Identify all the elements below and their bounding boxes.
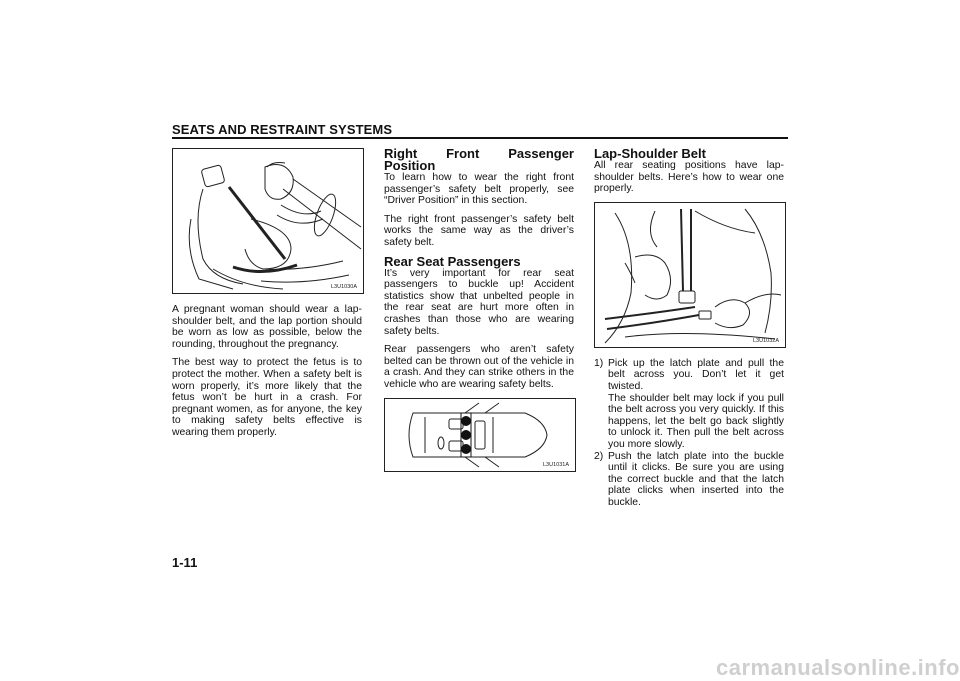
step-number: 2) [594, 450, 604, 462]
step-note: The shoulder belt may lock if you pull the belt across you very quickly. If this happens, let the belt go back slightly to unlock it. Then pull the belt across you more slowly. [608, 392, 784, 450]
heading-right-front-passenger: Right Front Passenger Position [384, 146, 574, 173]
pregnant-woman-illustration [172, 148, 364, 294]
buckling-belt-drawing [595, 203, 785, 347]
paragraph: To learn how to wear the right front passenger’s safety belt properly, see “Driver Position” in this section. [384, 172, 574, 207]
column-left [172, 148, 362, 446]
list-item [594, 451, 784, 509]
section-title: SEATS AND RESTRAINT SYSTEMS [172, 122, 393, 137]
page-number: 1-11 [172, 555, 198, 570]
header-rule [172, 137, 788, 139]
paragraph: A pregnant woman should wear a lap-shoulder belt, and the lap portion should be worn as low as possible, below the rounding, throughout the pregnancy. [172, 304, 362, 350]
vehicle-top-view-drawing [385, 399, 575, 471]
steps-list [594, 358, 784, 509]
latch-plate-illustration [594, 202, 786, 348]
figure-code: L3U1030A [331, 284, 357, 290]
list-item [594, 358, 784, 451]
pregnant-woman-drawing [173, 149, 363, 293]
step-text: Push the latch plate into the buckle until it clicks. Be sure you are using the correct buckle and that the latch plate clicks when inserted into the buckle. [608, 450, 784, 508]
watermark: carmanualsonline.info [716, 655, 960, 680]
figure-code: L3U1031A [543, 461, 569, 468]
heading-lap-shoulder-belt: Lap-Shoulder Belt [594, 146, 706, 161]
paragraph: The right front passenger’s safety belt works the same way as the driver’s safety belt. [384, 213, 574, 248]
figure-code: L3U1032A [753, 337, 779, 344]
column-middle [384, 148, 574, 472]
heading-rear-seat-passengers: Rear Seat Passengers [384, 253, 521, 269]
paragraph: All rear seating positions have lap-shoulder belts. Here’s how to wear one properly. [594, 160, 784, 195]
paragraph: Rear passengers who aren’t safety belted can be thrown out of the vehicle in a crash. And they can strike others in the vehicle who are wearing safety belts. [384, 344, 574, 390]
rear-seat-vehicle-illustration [384, 398, 576, 472]
column-right [594, 148, 784, 509]
step-number: 1) [594, 357, 604, 369]
paragraph: The best way to protect the fetus is to protect the mother. When a safety belt is worn properly, it’s more likely that the fetus won’t be hurt in a crash. For pregnant women, as for anyone, the key to making safety belts effective is wearing them properly. [172, 357, 362, 438]
step-text: Pick up the latch plate and pull the belt across you. Don’t let it get twisted. [608, 357, 784, 392]
paragraph: It’s very important for rear seat passengers to buckle up! Accident statistics show that unbelted people in the rear seat are hurt more often in crashes than those who are wearing safety belts. [384, 267, 574, 337]
